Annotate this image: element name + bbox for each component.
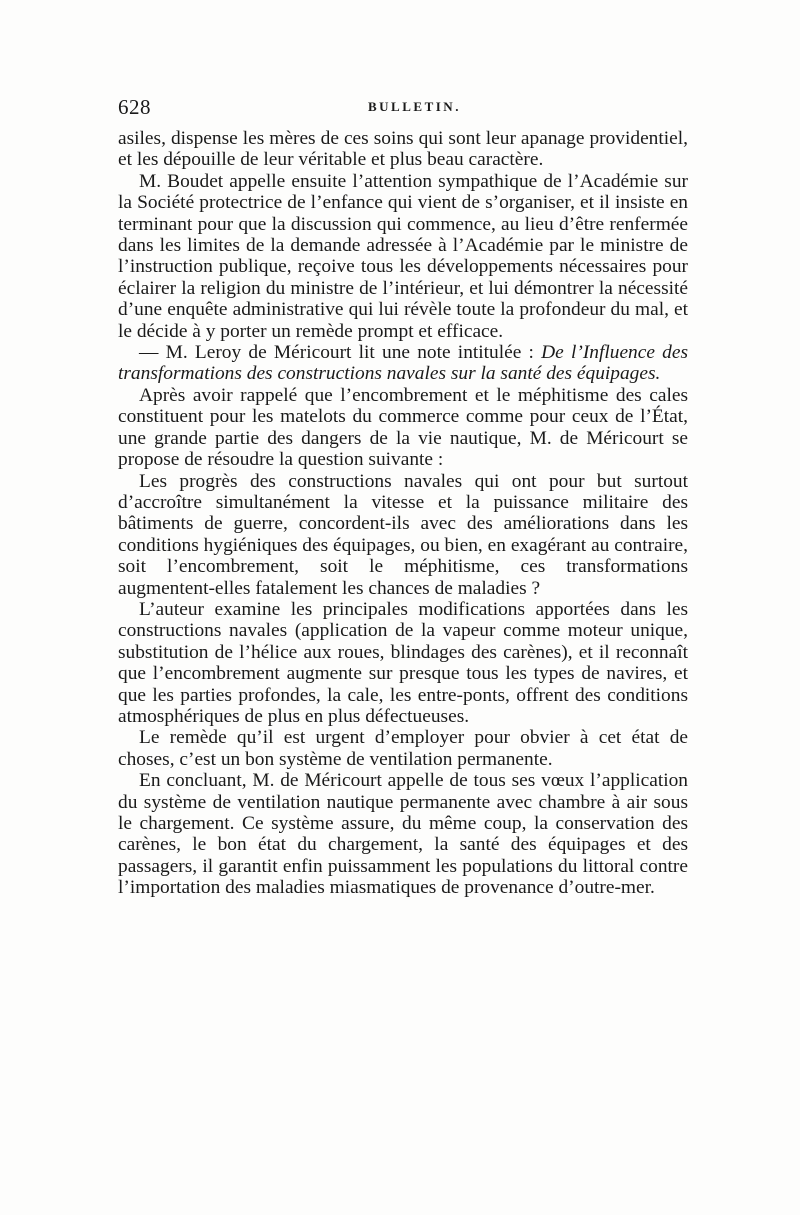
paragraph-leroy-note: [118, 342, 688, 385]
note-title: De l’Influence des transformations des constructions navales sur la santé des équipages.: [118, 342, 689, 385]
page-number: 628: [118, 95, 151, 119]
note-announcement: — M. Leroy de Méricourt lit une note intitulée :: [139, 342, 542, 364]
paragraph-question-intro: Après avoir rappelé que l’encombrement et le méphitisme des cales constituent pour les matelots du commerce comme pour ceux de l’État, une grande partie des dangers de la vie nautique, M. de Méricourt se propose de résoudre la question suivante :: [118, 384, 688, 471]
paragraph-remedy: Le remède qu’il est urgent d’employer pour obvier à cet état de choses, c’est un bon système de ventilation permanente.: [118, 727, 688, 770]
running-head: [118, 94, 686, 120]
paragraph-examination: L’auteur examine les principales modifications apportées dans les constructions navales (application de la vapeur comme moteur unique, substitution de l’hélice aux roues, blindages des carènes), et il reconnaît que l’encombrement augmente sur presque tous les types de navires, et que les parties profondes, la cale, les entre-ponts, offrent des conditions atmosphériques de plus en plus défectueuses.: [118, 598, 688, 727]
body-text: [118, 128, 688, 899]
paragraph-conclusion: En concluant, M. de Méricourt appelle de tous ses vœux l’application du système de ventilation nautique permanente avec chambre à air sous le chargement. Ce système assure, du même coup, la conservation des carènes, le bon état du chargement, la santé des équipages et des passagers, il garantit enfin puissamment les populations du littoral contre l’importation des maladies miasmatiques de provenance d’outre-mer.: [118, 770, 688, 899]
running-title: BULLETIN.: [368, 99, 461, 114]
paragraph-question: Les progrès des constructions navales qui ont pour but surtout d’accroître simultanément la vitesse et la puissance militaire des bâtiments de guerre, concordent-ils avec des améliorations dans les conditions hygiéniques des équipages, ou bien, en exagérant au contraire, soit l’encombrement, soit le méphitisme, ces transformations augmentent-elles fatalement les chances de maladies ?: [118, 470, 688, 599]
paragraph-boudet: M. Boudet appelle ensuite l’attention sympathique de l’Académie sur la Société protectrice de l’enfance qui vient de s’organiser, et il insiste en terminant pour que la discussion qui commence, au lieu d’être renfermée dans les limites de la demande adressée à l’Académie par le ministre de l’instruction publique, reçoive tous les développements nécessaires pour éclairer la religion du ministre de l’intérieur, et lui démontrer la nécessité d’une enquête administrative qui lui révèle toute la profondeur du mal, et le décide à y porter un remède prompt et efficace.: [118, 170, 688, 342]
paragraph-continuation: asiles, dispense les mères de ces soins qui sont leur apanage providentiel, et les dépouille de leur véritable et plus beau caractère.: [118, 128, 688, 171]
